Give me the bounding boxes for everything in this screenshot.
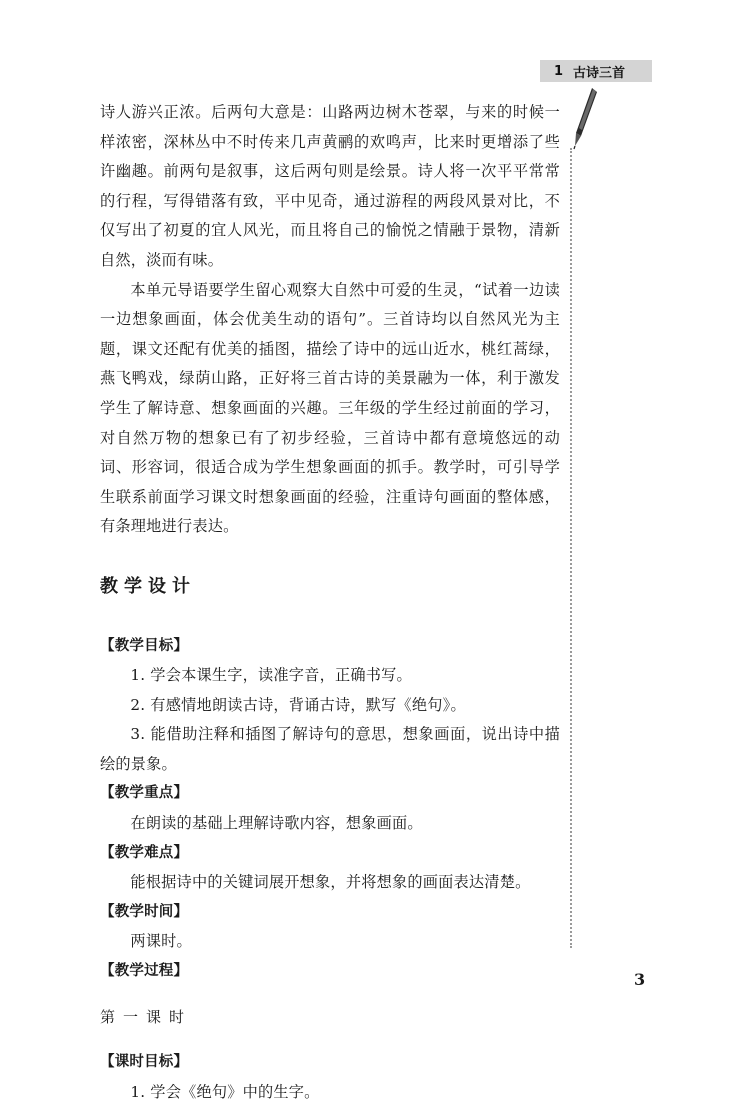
- intro-paragraph-2: 本单元导语要学生留心观察大自然中可爱的生灵，“试着一边读一边想象画面，体会优美生动的语句”。三首诗均以自然风光为主题，课文还配有优美的插图，描绘了诗中的远山近水，桃红蒿绿，燕飞鸭戏，绿荫山路，正好将三首古诗的美景融为一体，利于激发学生了解诗意、想象画面的兴趣。三年级的学生经过前面的学习，对自然万物的想象已有了初步经验，三首诗中都有意境悠远的动词、形容词，很适合成为学生想象画面的抓手。教学时，可引导学生联系前面学习课文时想象画面的经验，注重诗句画面的整体感，有条理地进行表达。: [100, 280, 560, 536]
- difficulties-label: 【教学难点】: [100, 844, 189, 861]
- chapter-number: 1: [554, 63, 564, 79]
- lesson-objective-item: 1. 学会《绝句》中的生字。: [130, 1082, 320, 1101]
- objective-item-1: 1. 学会本课生字，读准字音，正确书写。: [130, 666, 412, 685]
- intro-paragraph-1: 诗人游兴正浓。后两句大意是：山路两边树木苍翠，与来的时候一样浓密，深林丛中不时传来几声黄鹂的欢鸣声，比来时更增添了些许幽趣。前两句是叙事，这后两句则是绘景。诗人将一次平平常常的行程，写得错落有致，平中见奇，通过游程的两段风景对比，不仅写出了初夏的宜人风光，而且将自己的愉悦之情融于景物，清新自然，淡而有味。: [100, 103, 560, 269]
- pen-icon: [572, 86, 598, 150]
- chapter-title: 古诗三首: [573, 65, 626, 81]
- duration-text: 两课时。: [130, 932, 192, 951]
- page-content: [100, 98, 560, 1107]
- section-title: 教学设计: [100, 575, 196, 597]
- lesson-objective-label: 【课时目标】: [100, 1054, 189, 1071]
- process-label: 【教学过程】: [100, 963, 189, 980]
- objective-item-3: 3. 能借助注释和插图了解诗句的意思，想象画面，说出诗中描绘的景象。: [100, 725, 560, 773]
- objective-item-2: 2. 有感情地朗读古诗，背诵古诗，默写《绝句》。: [130, 695, 466, 714]
- difficulties-text: 能根据诗中的关键词展开想象，并将想象的画面表达清楚。: [130, 873, 531, 892]
- page-number: 3: [634, 970, 646, 989]
- margin-dotted-line: [570, 148, 572, 948]
- key-points-text: 在朗读的基础上理解诗歌内容，想象画面。: [130, 814, 423, 833]
- lesson-one-title: 第一课时: [100, 1007, 193, 1026]
- chapter-header-tab: [540, 60, 652, 82]
- objectives-label: 【教学目标】: [100, 637, 189, 654]
- key-points-label: 【教学重点】: [100, 785, 189, 802]
- duration-label: 【教学时间】: [100, 903, 189, 920]
